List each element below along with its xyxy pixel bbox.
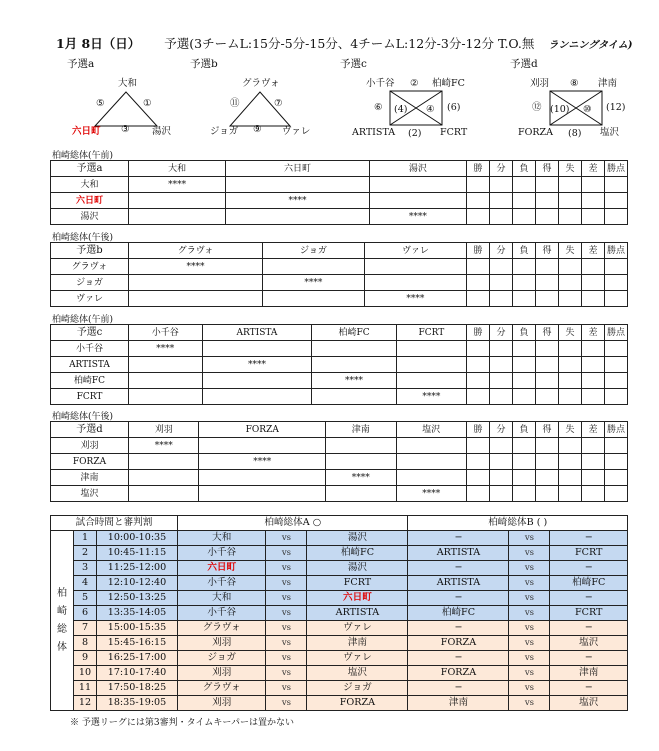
venue-b-home: ARTISTA (408, 576, 509, 591)
col-team-1: 小千谷 (129, 325, 203, 341)
col-ga: 失 (559, 243, 582, 259)
venue-b-away: FCRT (550, 546, 628, 561)
row-team: 柏崎FC (51, 373, 129, 389)
team-right: 湯沢 (152, 126, 172, 137)
schedule-row (51, 576, 628, 591)
schedule-row (51, 636, 628, 651)
self-mark: **** (129, 259, 263, 275)
row-team: 小千谷 (51, 341, 129, 357)
col-loss: 負 (513, 161, 536, 177)
venue-a-away: 六日町 (307, 591, 408, 606)
match-num-right: (12) (606, 102, 626, 113)
row-team: 刈羽 (51, 438, 129, 454)
col-gf: 得 (536, 325, 559, 341)
team-tr: 津南 (598, 78, 618, 89)
row-team: ジョガ (51, 275, 129, 291)
match-time: 10:45-11:15 (97, 546, 178, 561)
col-gd: 差 (582, 161, 605, 177)
venue-a-vs: vs (266, 696, 307, 711)
header-rules: 予選(3チームL:15分-5分-15分、4チームL:12分-3分-12分 T.O.無 (164, 36, 535, 51)
col-win: 勝 (467, 325, 490, 341)
schedule-row (51, 696, 628, 711)
self-mark: **** (396, 389, 466, 405)
col-pts: 勝点 (605, 161, 628, 177)
venue-a-vs: vs (266, 666, 307, 681)
date: 1月 8日（日） (56, 36, 141, 51)
schedule-row (51, 666, 628, 681)
venue-a-home: グラヴォ (178, 621, 266, 636)
group-label-b: 予選b (190, 58, 218, 70)
venue-a-home: 六日町 (178, 561, 266, 576)
col-team-4: 塩沢 (396, 422, 466, 438)
self-mark: **** (364, 291, 466, 307)
team-left: 六日町 (72, 126, 101, 137)
venue-a-vs: vs (266, 636, 307, 651)
venue-b-away: − (550, 591, 628, 606)
row-team: 塩沢 (51, 486, 129, 502)
group-label: 予選d (51, 422, 129, 438)
col-pts: 勝点 (605, 325, 628, 341)
venue-a-home: 大和 (178, 591, 266, 606)
venue-b-vs: vs (509, 591, 550, 606)
venue-b-away: − (550, 561, 628, 576)
match-number: 6 (74, 606, 97, 621)
venue-b-vs: vs (509, 621, 550, 636)
match-time: 12:10-12:40 (97, 576, 178, 591)
schedule-time-header: 試合時間と審判割 (51, 516, 178, 531)
league-table-c (50, 324, 628, 405)
team-left: ジョガ (210, 126, 239, 137)
match-time: 13:35-14:05 (97, 606, 178, 621)
venue-label: 柏 崎 総 体 (51, 531, 74, 711)
diagram-a (60, 74, 190, 144)
league-table-d (50, 421, 628, 502)
venue-a-home: 刈羽 (178, 696, 266, 711)
col-draw: 分 (490, 161, 513, 177)
col-gf: 得 (536, 243, 559, 259)
diagram-c (350, 74, 480, 144)
match-num-left: ⑥ (374, 102, 383, 113)
venue-b-vs: vs (509, 531, 550, 546)
row-team: FCRT (51, 389, 129, 405)
schedule-row (51, 561, 628, 576)
venue-b-away: 塩沢 (550, 636, 628, 651)
match-num-right: ⑦ (274, 98, 283, 109)
self-mark: **** (326, 470, 396, 486)
venue-b-home: − (408, 651, 509, 666)
col-draw: 分 (490, 243, 513, 259)
venue-b-vs: vs (509, 681, 550, 696)
col-draw: 分 (490, 325, 513, 341)
venue-a-away: ARTISTA (307, 606, 408, 621)
match-time: 16:25-17:00 (97, 651, 178, 666)
venue-b-away: 塩沢 (550, 696, 628, 711)
table-a-title: 柏崎総体(午前) (52, 151, 114, 161)
league-table-a (50, 160, 628, 225)
venue-b-home: − (408, 561, 509, 576)
row-team: 湯沢 (51, 209, 129, 225)
row-team: FORZA (51, 454, 129, 470)
schedule-venue-a-header: 柏崎総体A ○ (178, 516, 408, 531)
self-mark: **** (199, 454, 326, 470)
col-team-2: 六日町 (226, 161, 369, 177)
self-mark: **** (312, 373, 396, 389)
venue-b-home: FORZA (408, 636, 509, 651)
col-team-3: 柏崎FC (312, 325, 396, 341)
venue-b-away: − (550, 531, 628, 546)
col-team-2: FORZA (199, 422, 326, 438)
schedule-row (51, 591, 628, 606)
col-draw: 分 (490, 422, 513, 438)
match-num-bottom: ③ (121, 124, 130, 135)
row-team: グラヴォ (51, 259, 129, 275)
venue-b-away: − (550, 651, 628, 666)
venue-b-home: 津南 (408, 696, 509, 711)
venue-a-vs: vs (266, 651, 307, 666)
group-label-d: 予選d (510, 58, 538, 70)
col-win: 勝 (467, 161, 490, 177)
match-num-right: (6) (447, 102, 461, 113)
col-team-2: ARTISTA (202, 325, 312, 341)
venue-a-home: グラヴォ (178, 681, 266, 696)
group-label: 予選b (51, 243, 129, 259)
team-top: グラヴォ (242, 78, 280, 89)
team-br: FCRT (440, 127, 468, 138)
self-mark: **** (226, 193, 369, 209)
col-loss: 負 (513, 422, 536, 438)
match-time: 15:45-16:15 (97, 636, 178, 651)
col-team-2: ジョガ (263, 243, 365, 259)
venue-a-vs: vs (266, 606, 307, 621)
group-label-a: 予選a (67, 58, 95, 70)
col-pts: 勝点 (605, 422, 628, 438)
col-pts: 勝点 (605, 243, 628, 259)
header-running: ランニングタイム) (548, 40, 633, 51)
venue-a-vs: vs (266, 591, 307, 606)
match-time: 17:50-18:25 (97, 681, 178, 696)
group-label: 予選a (51, 161, 129, 177)
self-mark: **** (202, 357, 312, 373)
venue-a-away: ジョガ (307, 681, 408, 696)
venue-a-away: 津南 (307, 636, 408, 651)
row-team: ARTISTA (51, 357, 129, 373)
col-team-3: 湯沢 (369, 161, 466, 177)
group-label: 予選c (51, 325, 129, 341)
venue-a-home: 小千谷 (178, 546, 266, 561)
team-bl: FORZA (518, 127, 553, 138)
venue-b-home: 柏崎FC (408, 606, 509, 621)
venue-b-away: FCRT (550, 606, 628, 621)
row-team: ヴァレ (51, 291, 129, 307)
match-time: 18:35-19:05 (97, 696, 178, 711)
match-number: 1 (74, 531, 97, 546)
row-team: 六日町 (51, 193, 129, 209)
col-win: 勝 (467, 243, 490, 259)
schedule-row (51, 621, 628, 636)
col-team-4: FCRT (396, 325, 466, 341)
venue-b-home: ARTISTA (408, 546, 509, 561)
col-ga: 失 (559, 161, 582, 177)
self-mark: **** (263, 275, 365, 291)
row-team: 大和 (51, 177, 129, 193)
match-number: 12 (74, 696, 97, 711)
venue-b-home: − (408, 621, 509, 636)
team-tr: 柏崎FC (432, 78, 465, 89)
venue-a-home: 大和 (178, 531, 266, 546)
venue-a-away: ヴァレ (307, 651, 408, 666)
match-number: 2 (74, 546, 97, 561)
match-num-inner-left: (10) (550, 104, 570, 115)
schedule-row (51, 606, 628, 621)
col-gf: 得 (536, 161, 559, 177)
schedule-table (50, 515, 628, 711)
col-win: 勝 (467, 422, 490, 438)
venue-b-home: FORZA (408, 666, 509, 681)
self-mark: **** (129, 438, 199, 454)
self-mark: **** (129, 177, 226, 193)
venue-b-away: − (550, 681, 628, 696)
col-team-1: 刈羽 (129, 422, 199, 438)
schedule-row (51, 681, 628, 696)
venue-a-away: 柏崎FC (307, 546, 408, 561)
match-number: 7 (74, 621, 97, 636)
venue-b-vs: vs (509, 651, 550, 666)
match-num-bottom: (2) (408, 128, 422, 139)
team-top: 大和 (118, 78, 138, 89)
footnote: ※ 予選リーグには第3審判・タイムキーパーは置かない (70, 718, 294, 728)
match-time: 10:00-10:35 (97, 531, 178, 546)
league-table-b (50, 242, 628, 307)
col-gf: 得 (536, 422, 559, 438)
team-bl: ARTISTA (352, 127, 396, 138)
venue-b-home: − (408, 681, 509, 696)
match-time: 12:50-13:25 (97, 591, 178, 606)
venue-a-vs: vs (266, 576, 307, 591)
match-number: 4 (74, 576, 97, 591)
venue-b-away: − (550, 621, 628, 636)
venue-b-vs: vs (509, 576, 550, 591)
table-c-title: 柏崎総体(午前) (52, 315, 114, 325)
team-tl: 小千谷 (366, 78, 395, 89)
match-num-bottom: ⑨ (253, 124, 262, 135)
self-mark: **** (369, 209, 466, 225)
venue-a-away: ヴァレ (307, 621, 408, 636)
team-br: 塩沢 (600, 127, 620, 138)
venue-a-home: 刈羽 (178, 666, 266, 681)
venue-a-home: 小千谷 (178, 576, 266, 591)
venue-a-home: 小千谷 (178, 606, 266, 621)
col-loss: 負 (513, 325, 536, 341)
col-gd: 差 (582, 422, 605, 438)
match-number: 11 (74, 681, 97, 696)
col-gd: 差 (582, 243, 605, 259)
venue-a-vs: vs (266, 681, 307, 696)
match-time: 11:25-12:00 (97, 561, 178, 576)
group-label-c: 予選c (340, 58, 367, 70)
col-team-1: 大和 (129, 161, 226, 177)
venue-a-vs: vs (266, 561, 307, 576)
venue-a-away: FCRT (307, 576, 408, 591)
venue-a-away: 塩沢 (307, 666, 408, 681)
schedule-row (51, 531, 628, 546)
match-num-left: ⑫ (532, 102, 542, 113)
venue-b-vs: vs (509, 561, 550, 576)
match-num-left: ⑪ (230, 98, 240, 109)
venue-a-home: ジョガ (178, 651, 266, 666)
match-number: 5 (74, 591, 97, 606)
match-num-top: ⑧ (570, 78, 579, 89)
venue-b-vs: vs (509, 606, 550, 621)
match-num-inner-right: ⑩ (583, 104, 592, 115)
table-d-title: 柏崎総体(午後) (52, 412, 114, 422)
page-header (56, 34, 633, 52)
venue-b-vs: vs (509, 636, 550, 651)
venue-a-away: FORZA (307, 696, 408, 711)
venue-a-vs: vs (266, 546, 307, 561)
venue-b-vs: vs (509, 546, 550, 561)
table-b-title: 柏崎総体(午後) (52, 233, 114, 243)
match-num-top: ② (410, 78, 419, 89)
match-num-left: ⑤ (96, 98, 105, 109)
venue-a-home: 刈羽 (178, 636, 266, 651)
self-mark: **** (396, 486, 466, 502)
team-tl: 刈羽 (530, 78, 550, 89)
match-num-inner-left: (4) (394, 104, 408, 115)
col-loss: 負 (513, 243, 536, 259)
schedule-row (51, 651, 628, 666)
match-number: 8 (74, 636, 97, 651)
match-time: 15:00-15:35 (97, 621, 178, 636)
row-team: 津南 (51, 470, 129, 486)
venue-b-away: 津南 (550, 666, 628, 681)
col-gd: 差 (582, 325, 605, 341)
match-num-bottom: (8) (568, 128, 582, 139)
team-right: ヴァレ (282, 126, 311, 137)
venue-b-home: − (408, 591, 509, 606)
match-time: 17:10-17:40 (97, 666, 178, 681)
col-ga: 失 (559, 422, 582, 438)
match-number: 9 (74, 651, 97, 666)
self-mark: **** (129, 341, 203, 357)
venue-a-vs: vs (266, 621, 307, 636)
schedule-row (51, 546, 628, 561)
col-team-3: 津南 (326, 422, 396, 438)
diagram-b (192, 74, 322, 144)
diagram-d (510, 74, 645, 144)
col-team-3: ヴァレ (364, 243, 466, 259)
match-num-inner-right: ④ (426, 104, 435, 115)
venue-a-away: 湯沢 (307, 561, 408, 576)
venue-b-away: 柏崎FC (550, 576, 628, 591)
match-num-right: ① (143, 98, 152, 109)
venue-b-home: − (408, 531, 509, 546)
match-number: 3 (74, 561, 97, 576)
match-number: 10 (74, 666, 97, 681)
venue-b-vs: vs (509, 696, 550, 711)
venue-a-vs: vs (266, 531, 307, 546)
venue-b-vs: vs (509, 666, 550, 681)
col-team-1: グラヴォ (129, 243, 263, 259)
schedule-venue-b-header: 柏崎総体B ( ) (408, 516, 628, 531)
col-ga: 失 (559, 325, 582, 341)
venue-a-away: 湯沢 (307, 531, 408, 546)
